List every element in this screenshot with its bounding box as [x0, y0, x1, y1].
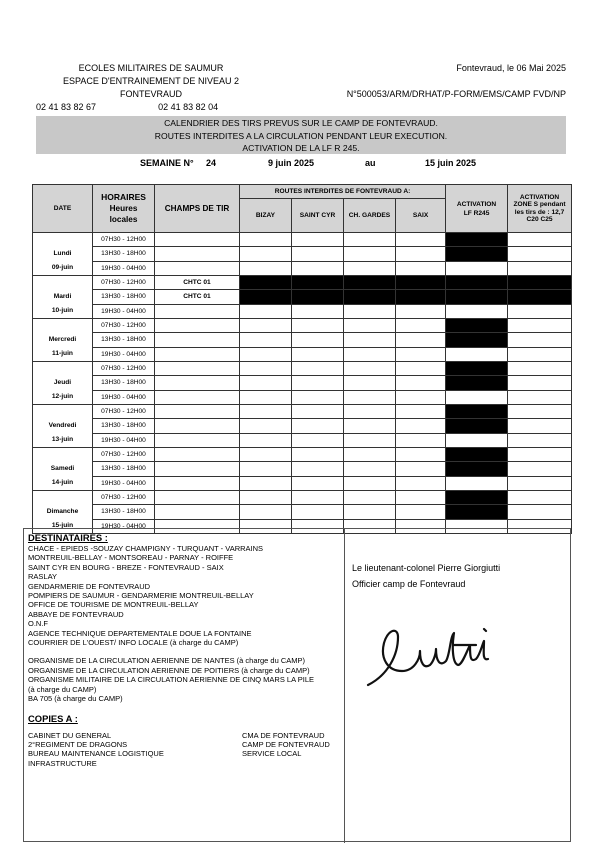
table-row [33, 247, 572, 261]
zone-s-cell [508, 419, 572, 433]
route-ch-gardes [344, 505, 396, 519]
day-cell [33, 405, 93, 448]
champ-cell [155, 261, 240, 275]
day-cell [33, 448, 93, 491]
champ-cell [155, 362, 240, 376]
route-saix [396, 505, 446, 519]
handwritten-signature [358, 615, 508, 695]
distribution-section [23, 528, 571, 842]
header-saint-cyr: SAINT CYR [292, 199, 344, 233]
signatory-name: Le lieutenant-colonel Pierre Giorgiutti [352, 563, 501, 573]
banner-line-1: CALENDRIER DES TIRS PREVUS SUR LE CAMP DE FONTEVRAUD. [164, 118, 438, 128]
time-slot: 19H30 - 04H00 [93, 347, 155, 361]
zone-s-cell [508, 261, 572, 275]
copy-recipient [242, 759, 342, 768]
header-activation [446, 185, 508, 233]
time-slot: 13H30 - 18H00 [93, 462, 155, 476]
activation-cell [446, 290, 508, 304]
route-saix [396, 362, 446, 376]
header-date: DATE [33, 185, 93, 233]
time-slot: 07H30 - 12H00 [93, 233, 155, 247]
route-saix [396, 491, 446, 505]
table-row [33, 319, 572, 333]
zone-s-cell [508, 433, 572, 447]
champ-cell [155, 476, 240, 490]
recipient-line: POMPIERS DE SAUMUR - GENDARMERIE MONTREUIL-BELLAY [28, 591, 254, 601]
day-cell [33, 319, 93, 362]
header-zone-line-4: C20 C25 [526, 215, 553, 223]
header-zone-line-3: les tirs de : 12,7 [514, 208, 565, 216]
day-date: 13-juin [51, 436, 74, 443]
header-locales: locales [109, 215, 138, 224]
zone-s-cell [508, 304, 572, 318]
zone-s-cell [508, 319, 572, 333]
recipient-line: ABBAYE DE FONTEVRAUD [28, 609, 124, 619]
firing-schedule-table [32, 184, 572, 534]
route-saint-cyr [292, 505, 344, 519]
table-row [33, 448, 572, 462]
champ-cell [155, 390, 240, 404]
time-slot: 19H30 - 04H00 [93, 304, 155, 318]
activation-cell [446, 505, 508, 519]
day-name: Samedi [50, 465, 75, 472]
champ-cell [155, 462, 240, 476]
table-row [33, 462, 572, 476]
champ-cell: CHTC 01 [155, 276, 240, 290]
route-saint-cyr [292, 476, 344, 490]
activation-cell [446, 276, 508, 290]
table-row [33, 390, 572, 404]
route-saix [396, 233, 446, 247]
time-slot: 13H30 - 18H00 [93, 290, 155, 304]
route-saix [396, 333, 446, 347]
zone-s-cell [508, 347, 572, 361]
route-saix [396, 319, 446, 333]
destinataires-title: DESTINATAIRES : [28, 532, 108, 543]
phone-1: 02 41 83 82 67 [36, 102, 97, 112]
activation-cell [446, 476, 508, 490]
route-ch-gardes [344, 247, 396, 261]
recipient-line: OFFICE DE TOURISME DE MONTREUIL-BELLAY [28, 600, 199, 610]
champ-cell [155, 247, 240, 261]
day-cell [33, 362, 93, 405]
route-ch-gardes [344, 319, 396, 333]
route-bizay [240, 333, 292, 347]
recipient-line: CHACE - EPIEDS -SOUZAY CHAMPIGNY - TURQUANT - VARRAINS [28, 544, 264, 553]
table-row [33, 376, 572, 390]
route-saix [396, 347, 446, 361]
day-cell [33, 233, 93, 276]
route-bizay [240, 304, 292, 318]
time-slot: 13H30 - 18H00 [93, 505, 155, 519]
copy-recipient: INFRASTRUCTURE [28, 758, 97, 768]
route-ch-gardes [344, 433, 396, 447]
day-date: 09-juin [51, 264, 74, 271]
day-date: 12-juin [51, 393, 74, 400]
recipient-line: ORGANISME DE LA CIRCULATION AERIENNE DE POITIERS (à charge du CAMP) [28, 665, 310, 675]
issuer-line-3: FONTEVRAUD [119, 89, 182, 99]
time-slot: 19H30 - 04H00 [93, 476, 155, 490]
activation-cell [446, 362, 508, 376]
week-start: 9 juin 2025 [268, 158, 315, 168]
route-bizay [240, 376, 292, 390]
champ-cell [155, 505, 240, 519]
route-saint-cyr [292, 347, 344, 361]
banner-line-3: ACTIVATION DE LA LF R 245. [242, 143, 360, 154]
day-date: 10-juin [51, 307, 74, 314]
route-saix [396, 261, 446, 275]
zone-s-cell [508, 290, 572, 304]
recipient-line: GENDARMERIE DE FONTEVRAUD [28, 581, 151, 591]
header-heures: Heures [109, 204, 138, 213]
zone-s-cell [508, 247, 572, 261]
day-name: Jeudi [53, 379, 72, 386]
route-bizay [240, 319, 292, 333]
header-zone-line-1: ACTIVATION [519, 193, 560, 201]
route-ch-gardes [344, 390, 396, 404]
time-slot: 07H30 - 12H00 [93, 448, 155, 462]
route-ch-gardes [344, 419, 396, 433]
activation-cell [446, 376, 508, 390]
week-au: au [365, 158, 376, 168]
table-row [33, 261, 572, 275]
header-horaires-title: HORAIRES [101, 192, 146, 202]
route-ch-gardes [344, 290, 396, 304]
route-bizay [240, 476, 292, 490]
phone-2: 02 41 83 82 04 [158, 102, 219, 112]
day-name: Mercredi [48, 336, 77, 343]
copy-recipient: BUREAU MAINTENANCE LOGISTIQUE [28, 749, 164, 759]
recipient-line: ORGANISME MILITAIRE DE LA CIRCULATION AERIENNE DE CINQ MARS LA PILE [28, 675, 315, 685]
route-bizay [240, 276, 292, 290]
time-slot: 13H30 - 18H00 [93, 333, 155, 347]
table-row [33, 333, 572, 347]
table-row [33, 405, 572, 419]
champ-cell [155, 233, 240, 247]
table-row [33, 505, 572, 519]
activation-cell [446, 261, 508, 275]
reference-number: N°500053/ARM/DRHAT/P-FORM/EMS/CAMP FVD/NP [346, 89, 566, 99]
time-slot: 13H30 - 18H00 [93, 247, 155, 261]
header-horaires [93, 185, 155, 233]
route-ch-gardes [344, 304, 396, 318]
champ-cell [155, 333, 240, 347]
route-saint-cyr [292, 462, 344, 476]
route-saint-cyr [292, 362, 344, 376]
time-slot: 19H30 - 04H00 [93, 390, 155, 404]
activation-cell [446, 462, 508, 476]
copy-recipient: CAMP DE FONTEVRAUD [242, 739, 330, 749]
recipient-line: SAINT CYR EN BOURG - BREZE - FONTEVRAUD - SAIX [28, 562, 224, 572]
route-saix [396, 433, 446, 447]
champ-cell [155, 405, 240, 419]
champ-cell [155, 491, 240, 505]
header-saix: SAIX [396, 199, 446, 233]
route-saint-cyr [292, 276, 344, 290]
route-ch-gardes [344, 261, 396, 275]
zone-s-cell [508, 405, 572, 419]
route-bizay [240, 390, 292, 404]
route-ch-gardes [344, 476, 396, 490]
route-ch-gardes [344, 276, 396, 290]
zone-s-cell [508, 376, 572, 390]
activation-cell [446, 347, 508, 361]
route-saint-cyr [292, 304, 344, 318]
recipient-line: ORGANISME DE LA CIRCULATION AERIENNE DE NANTES (à charge du CAMP) [28, 656, 306, 666]
title-banner [36, 116, 566, 154]
time-slot: 19H30 - 04H00 [93, 261, 155, 275]
route-ch-gardes [344, 448, 396, 462]
banner-line-2: ROUTES INTERDITES A LA CIRCULATION PENDANT LEUR EXECUTION. [154, 130, 448, 141]
route-saint-cyr [292, 448, 344, 462]
route-ch-gardes [344, 347, 396, 361]
day-cell [33, 276, 93, 319]
champ-cell [155, 433, 240, 447]
time-slot: 19H30 - 04H00 [93, 433, 155, 447]
time-slot: 13H30 - 18H00 [93, 419, 155, 433]
route-saint-cyr [292, 333, 344, 347]
activation-cell [446, 448, 508, 462]
route-saint-cyr [292, 261, 344, 275]
phone-row [36, 101, 276, 114]
day-date: 14-juin [51, 479, 74, 486]
champ-cell: CHTC 01 [155, 290, 240, 304]
schedule-body [33, 233, 572, 534]
route-saint-cyr [292, 405, 344, 419]
activation-cell [446, 491, 508, 505]
header-bizay: BIZAY [240, 199, 292, 233]
route-bizay [240, 290, 292, 304]
activation-cell [446, 319, 508, 333]
zone-s-cell [508, 276, 572, 290]
route-saix [396, 419, 446, 433]
route-bizay [240, 419, 292, 433]
activation-cell [446, 419, 508, 433]
date-reference-block [347, 62, 566, 101]
route-saix [396, 462, 446, 476]
recipient-line: BA 705 (à charge du CAMP) [28, 694, 123, 704]
route-saint-cyr [292, 376, 344, 390]
destinataires-group-2 [28, 656, 342, 703]
time-slot: 13H30 - 18H00 [93, 376, 155, 390]
zone-s-cell [508, 448, 572, 462]
route-saix [396, 405, 446, 419]
table-row [33, 347, 572, 361]
route-ch-gardes [344, 333, 396, 347]
route-saix [396, 476, 446, 490]
table-row [33, 491, 572, 505]
copy-recipient: CMA DE FONTEVRAUD [242, 730, 325, 740]
route-saint-cyr [292, 319, 344, 333]
table-row [33, 362, 572, 376]
recipient-line: (à charge du CAMP) [28, 684, 97, 694]
activation-cell [446, 390, 508, 404]
week-number: 24 [206, 158, 217, 168]
signatory-role: Officier camp de Fontevraud [352, 579, 466, 589]
activation-cell [446, 233, 508, 247]
table-row [33, 233, 572, 247]
time-slot: 07H30 - 12H00 [93, 405, 155, 419]
zone-s-cell [508, 233, 572, 247]
route-bizay [240, 433, 292, 447]
recipient-line: O.N.F [28, 619, 48, 629]
destinataires-block [28, 532, 342, 768]
table-row [33, 304, 572, 318]
copy-recipient: 2°REGIMENT DE DRAGONS [28, 739, 128, 749]
route-bizay [240, 505, 292, 519]
route-saint-cyr [292, 419, 344, 433]
day-name: Mardi [53, 293, 72, 300]
day-name: Vendredi [48, 422, 77, 429]
issuer-line-1: ECOLES MILITAIRES DE SAUMUR [78, 63, 224, 73]
place-date: Fontevraud, le 06 Mai 2025 [456, 63, 566, 73]
zone-s-cell [508, 505, 572, 519]
header-routes: ROUTES INTERDITES DE FONTEVRAUD A: [240, 185, 446, 199]
route-ch-gardes [344, 376, 396, 390]
route-bizay [240, 233, 292, 247]
activation-cell [446, 304, 508, 318]
issuer-line-2: ESPACE D'ENTRAINEMENT DE NIVEAU 2 [63, 76, 239, 86]
week-end: 15 juin 2025 [425, 158, 477, 168]
zone-s-cell [508, 462, 572, 476]
copies-title: COPIES A : [28, 712, 78, 724]
header-zone-s [508, 185, 572, 233]
route-ch-gardes [344, 462, 396, 476]
time-slot: 07H30 - 12H00 [93, 362, 155, 376]
activation-cell [446, 247, 508, 261]
route-bizay [240, 405, 292, 419]
route-saint-cyr [292, 247, 344, 261]
route-bizay [240, 261, 292, 275]
time-slot: 07H30 - 12H00 [93, 491, 155, 505]
champ-cell [155, 347, 240, 361]
recipient-line: COURRIER DE L'OUEST/ INFO LOCALE (à charge du CAMP) [28, 638, 239, 648]
issuer-block [36, 62, 276, 114]
recipient-line: MONTREUIL-BELLAY - MONTSOREAU - PARNAY - ROIFFE [28, 553, 234, 563]
copy-recipient: SERVICE LOCAL [242, 749, 302, 759]
route-saix [396, 390, 446, 404]
route-bizay [240, 247, 292, 261]
time-slot: 07H30 - 12H00 [93, 319, 155, 333]
day-name: Dimanche [46, 508, 79, 515]
activation-cell [446, 405, 508, 419]
recipient-line: RASLAY [28, 572, 58, 582]
champ-cell [155, 304, 240, 318]
header-activation-line-2: LF R245 [463, 209, 490, 217]
header-ch-gardes: CH. GARDES [344, 199, 396, 233]
copies-list [28, 731, 342, 769]
day-date: 11-juin [52, 350, 73, 357]
table-row [33, 476, 572, 490]
week-label: SEMAINE N° [140, 158, 194, 168]
route-bizay [240, 362, 292, 376]
champ-cell [155, 419, 240, 433]
route-bizay [240, 491, 292, 505]
header-activation-line-1: ACTIVATION [456, 200, 497, 208]
header-zone-line-2: ZONE S pendant [513, 201, 566, 209]
week-line [36, 158, 566, 172]
route-ch-gardes [344, 233, 396, 247]
zone-s-cell [508, 390, 572, 404]
champ-cell [155, 448, 240, 462]
copy-recipient: CABINET DU GENERAL [28, 730, 112, 740]
route-saint-cyr [292, 491, 344, 505]
time-slot: 19H30 - 04H00 [93, 519, 155, 533]
table-row [33, 433, 572, 447]
time-slot: 07H30 - 12H00 [93, 276, 155, 290]
day-name: Lundi [53, 250, 72, 257]
table-row [33, 276, 572, 290]
table-row [33, 419, 572, 433]
activation-cell [446, 333, 508, 347]
route-saix [396, 247, 446, 261]
route-ch-gardes [344, 405, 396, 419]
zone-s-cell [508, 491, 572, 505]
signatory-block [352, 560, 500, 592]
column-divider [344, 529, 345, 843]
table-row [33, 290, 572, 304]
champ-cell [155, 376, 240, 390]
champ-cell [155, 319, 240, 333]
route-saint-cyr [292, 290, 344, 304]
route-saix [396, 276, 446, 290]
header-champs: CHAMPS DE TIR [155, 185, 240, 233]
route-saint-cyr [292, 390, 344, 404]
route-ch-gardes [344, 491, 396, 505]
route-bizay [240, 448, 292, 462]
route-saix [396, 304, 446, 318]
zone-s-cell [508, 362, 572, 376]
zone-s-cell [508, 476, 572, 490]
route-ch-gardes [344, 362, 396, 376]
route-bizay [240, 347, 292, 361]
route-saint-cyr [292, 233, 344, 247]
destinataires-group-1 [28, 544, 342, 647]
route-saix [396, 376, 446, 390]
route-saix [396, 448, 446, 462]
route-bizay [240, 462, 292, 476]
activation-cell [446, 433, 508, 447]
day-date: 15-juin [51, 522, 74, 529]
route-saint-cyr [292, 433, 344, 447]
recipient-line: AGENCE TECHNIQUE DEPARTEMENTALE DOUE LA FONTAINE [28, 628, 252, 638]
route-saix [396, 290, 446, 304]
zone-s-cell [508, 333, 572, 347]
